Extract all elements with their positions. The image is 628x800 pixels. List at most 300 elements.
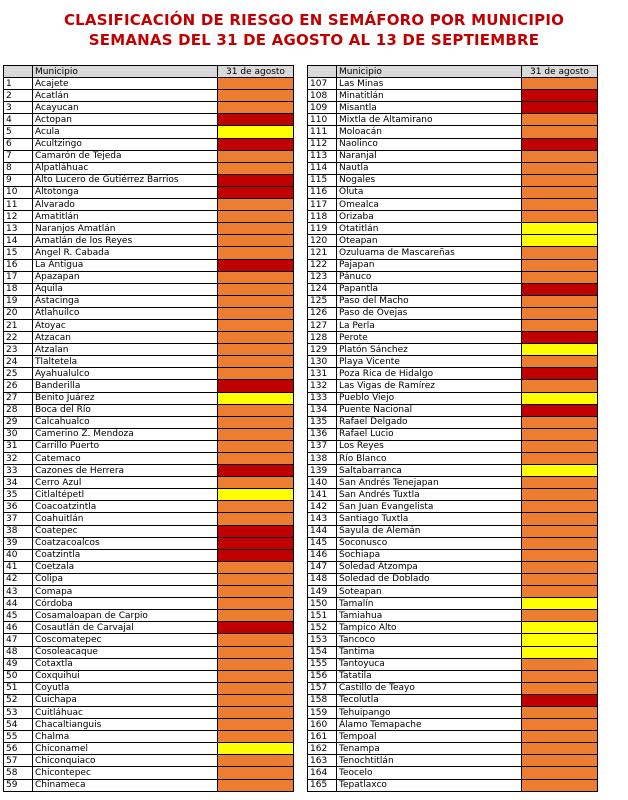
- municipio-name: Las Vigas de Ramírez: [337, 380, 522, 392]
- table-row: [308, 440, 598, 452]
- table-row: [308, 779, 598, 791]
- risk-cell-amarillo: [522, 235, 598, 247]
- table-row: [308, 211, 598, 223]
- risk-cell-naranja: [218, 755, 294, 767]
- row-number: 21: [4, 319, 33, 331]
- risk-cell-naranja: [218, 779, 294, 791]
- municipio-name: Acayucan: [33, 102, 218, 114]
- table-row: [4, 138, 294, 150]
- risk-cell-naranja: [218, 610, 294, 622]
- municipio-name: Las Minas: [337, 78, 522, 90]
- risk-cell-rojo: [522, 90, 598, 102]
- risk-cell-naranja: [218, 477, 294, 489]
- row-number: 111: [308, 126, 337, 138]
- row-number: 146: [308, 549, 337, 561]
- row-number: 42: [4, 573, 33, 585]
- row-number: 129: [308, 344, 337, 356]
- row-number: 41: [4, 561, 33, 573]
- row-number: 31: [4, 440, 33, 452]
- municipio-name: Pajapan: [337, 259, 522, 271]
- row-number: 55: [4, 731, 33, 743]
- table-row: [4, 211, 294, 223]
- row-number: 58: [4, 767, 33, 779]
- municipio-name: Naranjal: [337, 150, 522, 162]
- table-row: [308, 90, 598, 102]
- municipio-name: Pánuco: [337, 271, 522, 283]
- table-row: [4, 283, 294, 295]
- row-number: 144: [308, 525, 337, 537]
- row-number: 121: [308, 247, 337, 259]
- row-number: 150: [308, 598, 337, 610]
- risk-cell-naranja: [218, 150, 294, 162]
- header-municipio: Municipio: [33, 66, 218, 78]
- municipio-name: Chalma: [33, 731, 218, 743]
- municipio-name: Tampico Alto: [337, 622, 522, 634]
- municipio-name: Papantla: [337, 283, 522, 295]
- municipio-name: Acultzingo: [33, 138, 218, 150]
- municipio-name: Coahuitlán: [33, 513, 218, 525]
- row-number: 9: [4, 174, 33, 186]
- municipio-name: Boca del Río: [33, 404, 218, 416]
- table-row: [308, 186, 598, 198]
- risk-cell-naranja: [522, 271, 598, 283]
- municipio-name: San Andrés Tenejapan: [337, 477, 522, 489]
- row-number: 154: [308, 646, 337, 658]
- municipio-name: Atoyac: [33, 319, 218, 331]
- municipio-name: Playa Vicente: [337, 356, 522, 368]
- table-row: [4, 549, 294, 561]
- row-number: 126: [308, 307, 337, 319]
- risk-cell-naranja: [522, 670, 598, 682]
- municipio-name: Puente Nacional: [337, 404, 522, 416]
- risk-cell-rojo: [522, 138, 598, 150]
- risk-cell-naranja: [522, 356, 598, 368]
- risk-cell-rojo: [218, 259, 294, 271]
- municipio-name: Moloacán: [337, 126, 522, 138]
- risk-cell-naranja: [218, 513, 294, 525]
- table-row: [308, 694, 598, 706]
- table-row: [308, 670, 598, 682]
- risk-cell-naranja: [218, 646, 294, 658]
- municipio-name: Tatatila: [337, 670, 522, 682]
- row-number: 15: [4, 247, 33, 259]
- row-number: 11: [4, 199, 33, 211]
- row-number: 142: [308, 501, 337, 513]
- header-num: [4, 66, 33, 78]
- table-row: [4, 307, 294, 319]
- risk-cell-naranja: [218, 319, 294, 331]
- table-row: [4, 368, 294, 380]
- risk-cell-rojo: [218, 549, 294, 561]
- municipio-name: Chiconamel: [33, 743, 218, 755]
- row-number: 13: [4, 223, 33, 235]
- row-number: 139: [308, 465, 337, 477]
- risk-cell-naranja: [218, 440, 294, 452]
- header-num: [308, 66, 337, 78]
- table-row: [308, 743, 598, 755]
- municipio-name: Saltabarranca: [337, 465, 522, 477]
- row-number: 53: [4, 706, 33, 718]
- row-number: 10: [4, 186, 33, 198]
- municipio-name: Cazones de Herrera: [33, 465, 218, 477]
- row-number: 35: [4, 489, 33, 501]
- table-row: [4, 380, 294, 392]
- table-row: [308, 199, 598, 211]
- table-row: [4, 295, 294, 307]
- table-row: [308, 138, 598, 150]
- municipio-name: Calcahualco: [33, 416, 218, 428]
- risk-cell-naranja: [522, 199, 598, 211]
- table-row: [4, 634, 294, 646]
- municipio-name: Perote: [337, 332, 522, 344]
- risk-cell-naranja: [218, 283, 294, 295]
- row-number: 2: [4, 90, 33, 102]
- row-number: 136: [308, 428, 337, 440]
- table-row: [308, 78, 598, 90]
- table-row: [4, 259, 294, 271]
- table-row: [4, 646, 294, 658]
- risk-cell-rojo: [218, 537, 294, 549]
- table-row: [308, 404, 598, 416]
- row-number: 155: [308, 658, 337, 670]
- risk-cell-naranja: [218, 223, 294, 235]
- municipio-name: Alpatláhuac: [33, 162, 218, 174]
- table-row: [4, 78, 294, 90]
- row-number: 157: [308, 682, 337, 694]
- row-number: 135: [308, 416, 337, 428]
- table-row: [4, 598, 294, 610]
- municipio-name: Actopan: [33, 114, 218, 126]
- risk-cell-naranja: [218, 416, 294, 428]
- row-number: 17: [4, 271, 33, 283]
- municipio-name: Tenochtitlán: [337, 755, 522, 767]
- municipio-name: Acula: [33, 126, 218, 138]
- row-number: 5: [4, 126, 33, 138]
- row-number: 114: [308, 162, 337, 174]
- table-row: [308, 731, 598, 743]
- table-row: [4, 477, 294, 489]
- risk-cell-naranja: [522, 453, 598, 465]
- municipio-name: Atzalan: [33, 344, 218, 356]
- table-row: [308, 392, 598, 404]
- table-row: [308, 549, 598, 561]
- table-row: [308, 162, 598, 174]
- risk-cell-rojo: [522, 102, 598, 114]
- municipio-name: Acajete: [33, 78, 218, 90]
- table-row: [4, 658, 294, 670]
- municipio-name: Oteapan: [337, 235, 522, 247]
- row-number: 19: [4, 295, 33, 307]
- table-row: [4, 755, 294, 767]
- row-number: 122: [308, 259, 337, 271]
- municipio-name: Soconusco: [337, 537, 522, 549]
- risk-cell-naranja: [522, 307, 598, 319]
- municipio-name: Tecolutla: [337, 694, 522, 706]
- municipio-name: Platón Sánchez: [337, 344, 522, 356]
- table-row: [308, 489, 598, 501]
- risk-cell-naranja: [218, 453, 294, 465]
- municipio-name: Álamo Temapache: [337, 719, 522, 731]
- risk-cell-naranja: [522, 247, 598, 259]
- table-row: [308, 368, 598, 380]
- table-row: [4, 150, 294, 162]
- row-number: 3: [4, 102, 33, 114]
- row-number: 160: [308, 719, 337, 731]
- row-number: 147: [308, 561, 337, 573]
- risk-cell-naranja: [218, 295, 294, 307]
- row-number: 39: [4, 537, 33, 549]
- municipio-name: Paso del Macho: [337, 295, 522, 307]
- municipio-name: Carrillo Puerto: [33, 440, 218, 452]
- row-number: 164: [308, 767, 337, 779]
- municipio-name: Paso de Ovejas: [337, 307, 522, 319]
- row-number: 37: [4, 513, 33, 525]
- row-number: 23: [4, 344, 33, 356]
- table-row: [4, 235, 294, 247]
- municipio-name: Tantoyuca: [337, 658, 522, 670]
- table-row: [4, 199, 294, 211]
- municipio-name: Altotonga: [33, 186, 218, 198]
- municipio-name: Coatzacoalcos: [33, 537, 218, 549]
- row-number: 34: [4, 477, 33, 489]
- municipio-name: Teocelo: [337, 767, 522, 779]
- table-row: [4, 525, 294, 537]
- row-number: 56: [4, 743, 33, 755]
- risk-cell-naranja: [522, 586, 598, 598]
- table-row: [4, 743, 294, 755]
- risk-cell-naranja: [522, 561, 598, 573]
- table-row: [308, 428, 598, 440]
- table-row: [308, 719, 598, 731]
- row-number: 6: [4, 138, 33, 150]
- risk-cell-naranja: [522, 573, 598, 585]
- municipio-name: Los Reyes: [337, 440, 522, 452]
- table-row: [4, 682, 294, 694]
- municipio-name: Coatepec: [33, 525, 218, 537]
- table-row: [4, 174, 294, 186]
- risk-cell-naranja: [218, 368, 294, 380]
- row-number: 27: [4, 392, 33, 404]
- row-number: 123: [308, 271, 337, 283]
- table-row: [4, 694, 294, 706]
- row-number: 137: [308, 440, 337, 452]
- row-number: 138: [308, 453, 337, 465]
- row-number: 38: [4, 525, 33, 537]
- municipio-name: Aquila: [33, 283, 218, 295]
- table-row: [4, 731, 294, 743]
- risk-cell-naranja: [522, 440, 598, 452]
- table-row: [4, 489, 294, 501]
- table-row: [308, 453, 598, 465]
- risk-cell-naranja: [522, 537, 598, 549]
- municipio-name: Santiago Tuxtla: [337, 513, 522, 525]
- municipio-name: Tlaltetela: [33, 356, 218, 368]
- risk-cell-naranja: [522, 477, 598, 489]
- risk-cell-naranja: [522, 114, 598, 126]
- risk-cell-naranja: [522, 489, 598, 501]
- municipio-name: Rafael Lucio: [337, 428, 522, 440]
- risk-cell-rojo: [218, 465, 294, 477]
- row-number: 120: [308, 235, 337, 247]
- municipio-name: Cerro Azul: [33, 477, 218, 489]
- row-number: 107: [308, 78, 337, 90]
- table-row: [4, 622, 294, 634]
- table-row: [308, 477, 598, 489]
- row-number: 118: [308, 211, 337, 223]
- row-number: 40: [4, 549, 33, 561]
- row-number: 46: [4, 622, 33, 634]
- table-row: [4, 586, 294, 598]
- row-number: 36: [4, 501, 33, 513]
- table-row: [4, 561, 294, 573]
- municipio-name: Camarón de Tejeda: [33, 150, 218, 162]
- row-number: 51: [4, 682, 33, 694]
- row-number: 47: [4, 634, 33, 646]
- municipio-name: Castillo de Teayo: [337, 682, 522, 694]
- table-row: [308, 356, 598, 368]
- risk-cell-naranja: [522, 78, 598, 90]
- municipio-name: Coyutla: [33, 682, 218, 694]
- table-row: [308, 344, 598, 356]
- table-row: [308, 561, 598, 573]
- header-week: 31 de agosto: [522, 66, 598, 78]
- row-number: 134: [308, 404, 337, 416]
- municipio-name: Cuichapa: [33, 694, 218, 706]
- risk-cell-amarillo: [218, 743, 294, 755]
- municipio-name: Naolinco: [337, 138, 522, 150]
- municipio-name: Sochiapa: [337, 549, 522, 561]
- table-row: [308, 658, 598, 670]
- row-number: 14: [4, 235, 33, 247]
- row-number: 113: [308, 150, 337, 162]
- table-row: [308, 126, 598, 138]
- risk-cell-amarillo: [522, 634, 598, 646]
- risk-cell-naranja: [218, 211, 294, 223]
- header-week: 31 de agosto: [218, 66, 294, 78]
- table-row: [4, 767, 294, 779]
- row-number: 25: [4, 368, 33, 380]
- table-row: [4, 162, 294, 174]
- risk-cell-rojo: [522, 332, 598, 344]
- risk-cell-naranja: [522, 719, 598, 731]
- risk-cell-naranja: [218, 307, 294, 319]
- risk-cell-naranja: [218, 356, 294, 368]
- table-row: [308, 114, 598, 126]
- table-row: [308, 174, 598, 186]
- municipio-name: Naranjos Amatlán: [33, 223, 218, 235]
- risk-cell-naranja: [218, 658, 294, 670]
- row-number: 33: [4, 465, 33, 477]
- risk-cell-naranja: [522, 126, 598, 138]
- risk-cell-naranja: [218, 90, 294, 102]
- municipio-name: Amatlán de los Reyes: [33, 235, 218, 247]
- risk-cell-naranja: [522, 767, 598, 779]
- table-row: [4, 428, 294, 440]
- table-row: [308, 102, 598, 114]
- risk-cell-naranja: [218, 694, 294, 706]
- page-title-line1: CLASIFICACIÓN DE RIESGO EN SEMÁFORO POR MUNICIPIO: [63, 11, 565, 29]
- risk-cell-rojo: [522, 368, 598, 380]
- row-number: 124: [308, 283, 337, 295]
- table-row: [308, 513, 598, 525]
- risk-cell-naranja: [522, 525, 598, 537]
- table-row: [308, 235, 598, 247]
- row-number: 156: [308, 670, 337, 682]
- municipio-name: Tenampa: [337, 743, 522, 755]
- row-number: 108: [308, 90, 337, 102]
- risk-cell-naranja: [218, 428, 294, 440]
- table-row: [308, 755, 598, 767]
- table-row: [4, 102, 294, 114]
- row-number: 161: [308, 731, 337, 743]
- table-row: [308, 259, 598, 271]
- municipio-name: San Juan Evangelista: [337, 501, 522, 513]
- risk-cell-naranja: [218, 247, 294, 259]
- municipio-name: Minatitlán: [337, 90, 522, 102]
- risk-cell-naranja: [218, 682, 294, 694]
- municipio-name: Ozuluama de Mascareñas: [337, 247, 522, 259]
- risk-cell-naranja: [522, 513, 598, 525]
- risk-table-left: [3, 65, 294, 792]
- row-number: 48: [4, 646, 33, 658]
- row-number: 26: [4, 380, 33, 392]
- row-number: 16: [4, 259, 33, 271]
- municipio-name: Tehuipango: [337, 706, 522, 718]
- row-number: 45: [4, 610, 33, 622]
- municipio-name: Mixtla de Altamirano: [337, 114, 522, 126]
- table-row: [4, 537, 294, 549]
- risk-cell-rojo: [218, 622, 294, 634]
- row-number: 8: [4, 162, 33, 174]
- municipio-name: Nogales: [337, 174, 522, 186]
- risk-cell-naranja: [218, 102, 294, 114]
- row-number: 125: [308, 295, 337, 307]
- table-row: [308, 622, 598, 634]
- risk-cell-amarillo: [522, 622, 598, 634]
- table-row: [308, 150, 598, 162]
- risk-cell-rojo: [522, 694, 598, 706]
- row-number: 165: [308, 779, 337, 791]
- municipio-name: Coscomatepec: [33, 634, 218, 646]
- risk-cell-naranja: [218, 573, 294, 585]
- table-row: [308, 682, 598, 694]
- risk-cell-amarillo: [522, 392, 598, 404]
- table-row: [308, 247, 598, 259]
- municipio-name: Tamalín: [337, 598, 522, 610]
- risk-cell-naranja: [522, 295, 598, 307]
- row-number: 133: [308, 392, 337, 404]
- row-number: 153: [308, 634, 337, 646]
- risk-cell-naranja: [522, 779, 598, 791]
- risk-cell-naranja: [218, 235, 294, 247]
- risk-cell-rojo: [522, 404, 598, 416]
- municipio-name: Soteapan: [337, 586, 522, 598]
- risk-cell-amarillo: [218, 392, 294, 404]
- municipio-name: Nautla: [337, 162, 522, 174]
- table-row: [4, 670, 294, 682]
- table-row: [308, 332, 598, 344]
- row-number: 22: [4, 332, 33, 344]
- risk-cell-naranja: [218, 586, 294, 598]
- row-number: 128: [308, 332, 337, 344]
- municipio-name: Poza Rica de Hidalgo: [337, 368, 522, 380]
- row-number: 18: [4, 283, 33, 295]
- table-row: [308, 573, 598, 585]
- table-body-right: [308, 78, 598, 792]
- risk-cell-rojo: [218, 174, 294, 186]
- municipio-name: Apazapan: [33, 271, 218, 283]
- table-row: [4, 114, 294, 126]
